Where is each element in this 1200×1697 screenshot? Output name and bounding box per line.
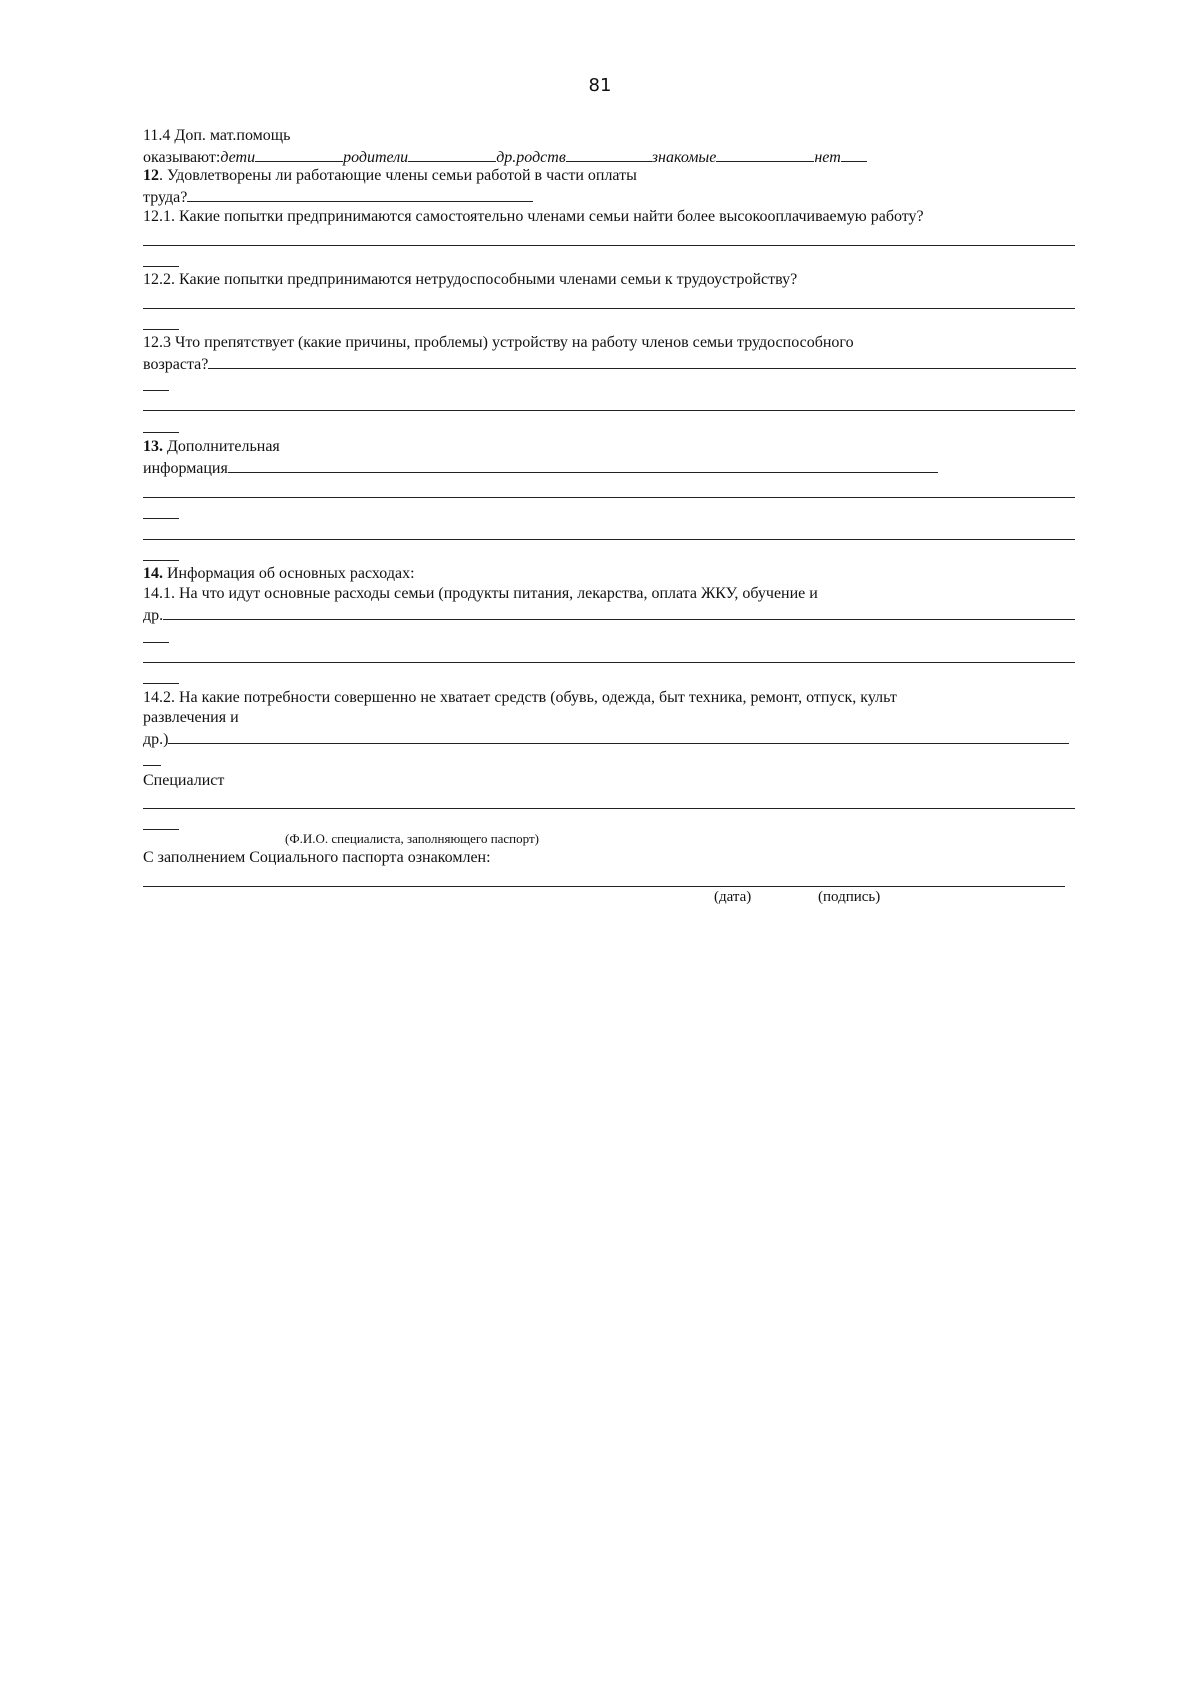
children-blank[interactable]	[255, 146, 343, 162]
signature-caption: (подпись)	[818, 889, 881, 905]
question-14-2: 14.2. На какие потребности совершенно не хватает средств (обувь, одежда, быт техника, ремонт, отпуск, культ	[143, 689, 897, 706]
answer-14-1-blank[interactable]	[163, 604, 1075, 620]
section-13-line-2[interactable]	[143, 497, 1075, 498]
specialist-name-line[interactable]	[143, 808, 1075, 809]
section-11-4-heading: 11.4 Доп. мат.помощь	[143, 127, 291, 144]
acknowledgement-line[interactable]	[143, 886, 1065, 887]
section-11-4-options-row	[143, 146, 867, 166]
option-relatives: др.родств	[496, 149, 566, 166]
specialist-name-line-end	[143, 829, 179, 830]
section-12-text: . Удовлетворены ли работающие члены семьи работой в части оплаты	[159, 167, 637, 184]
relatives-blank[interactable]	[566, 146, 652, 162]
question-14-1-label: др.	[143, 607, 164, 624]
section-13-line-3[interactable]	[143, 539, 1075, 540]
section-13-title	[143, 437, 280, 457]
page-number: 81	[588, 75, 612, 96]
question-12-3-label: возраста?	[143, 356, 209, 373]
option-none: нет	[814, 149, 841, 166]
option-acquaintances: знакомые	[651, 149, 717, 166]
option-parents: родители	[343, 149, 409, 166]
question-14-1: 14.1. На что идут основные расходы семьи (продукты питания, лекарства, оплата ЖКУ, обучение и	[143, 585, 818, 602]
answer-14-1-line-end	[143, 642, 169, 643]
answer-12-3-blank[interactable]	[208, 353, 1076, 369]
section-12-question	[143, 166, 637, 186]
section-13-label: Дополнительная	[163, 438, 280, 455]
answer-12-3-line-end	[143, 390, 169, 391]
question-12-3: 12.3 Что препятствует (какие причины, проблемы) устройству на работу членов семьи трудоспособного	[143, 334, 854, 351]
section-14-label: Информация об основных расходах:	[163, 565, 415, 582]
question-14-2-continued: развлечения и	[143, 709, 239, 726]
question-12-3-answer-row	[143, 353, 1076, 373]
section-13-answer-row	[143, 457, 938, 477]
specialist-label: Специалист	[143, 772, 225, 789]
section-13-info-label: информация	[143, 460, 228, 477]
parents-blank[interactable]	[408, 146, 496, 162]
question-14-2-answer-row	[143, 728, 1069, 748]
none-blank[interactable]	[841, 146, 867, 162]
question-12-1: 12.1. Какие попытки предпринимаются самостоятельно членами семьи найти более высокооплачиваемую работу?	[143, 208, 924, 225]
section-13-number: 13.	[143, 438, 163, 455]
section-13-line-2-end	[143, 518, 179, 519]
answer-12-3-line-2[interactable]	[143, 410, 1075, 411]
answer-14-1-line-2[interactable]	[143, 662, 1075, 663]
section-12-answer-blank[interactable]	[187, 186, 533, 202]
section-12-label: труда?	[143, 189, 188, 206]
answer-12-1-line-end	[143, 266, 179, 267]
section-13-line-3-end	[143, 560, 179, 561]
question-12-2: 12.2. Какие попытки предпринимаются нетрудоспособными членами семьи к трудоустройству?	[143, 271, 798, 288]
section-13-answer-blank[interactable]	[228, 457, 938, 473]
acquaintances-blank[interactable]	[716, 146, 814, 162]
options-prefix: оказывают:	[143, 149, 221, 166]
answer-12-1-line[interactable]	[143, 245, 1075, 246]
date-caption: (дата)	[714, 889, 752, 905]
answer-12-2-line[interactable]	[143, 308, 1075, 309]
question-14-2-label: др.)	[143, 731, 169, 748]
section-14-title	[143, 564, 415, 584]
question-14-1-answer-row	[143, 604, 1075, 624]
section-14-number: 14.	[143, 565, 163, 582]
acknowledgement-text: С заполнением Социального паспорта ознакомлен:	[143, 849, 491, 866]
answer-14-1-line-2-end	[143, 683, 179, 684]
section-12-answer-row	[143, 186, 533, 206]
answer-12-3-line-2-end	[143, 432, 179, 433]
section-12-number: 12	[143, 167, 159, 184]
specialist-caption: (Ф.И.О. специалиста, заполняющего паспорт)	[285, 831, 539, 846]
answer-14-2-line-end	[143, 765, 161, 766]
option-children: дети	[220, 149, 256, 166]
answer-14-2-blank[interactable]	[168, 728, 1069, 744]
answer-12-2-line-end	[143, 329, 179, 330]
